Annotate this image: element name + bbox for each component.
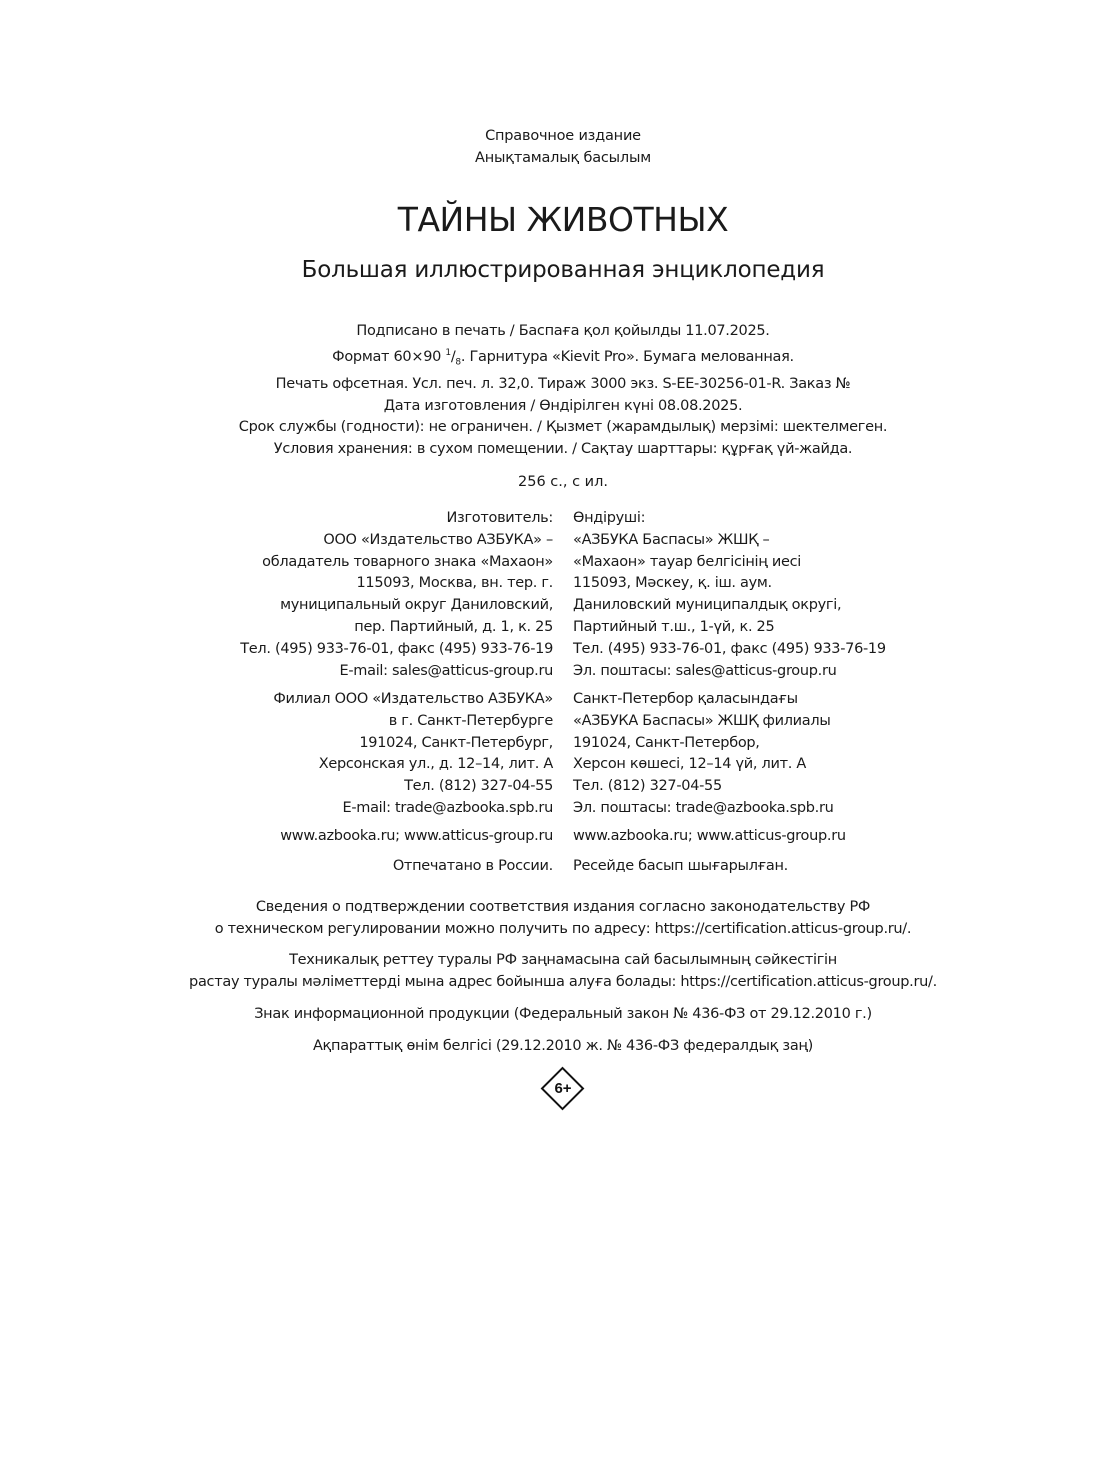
printed-in-kk-line: Ресейде басып шығарылған.: [573, 858, 788, 874]
shelf-life: Срок службы (годности): не ограничен. / Қызмет (жарамдылық) мерзімі: шектелмеген.: [238, 419, 888, 436]
manufacturer-ru-line: ООО «Издательство АЗБУКА» –: [323, 531, 553, 548]
page-count: 256 с., с ил.: [518, 474, 608, 490]
manufacturer-kk-line: «Махаон» тауар белгісінің иесі: [573, 553, 801, 570]
manufacture-date: Дата изготовления / Өндірілген күні 08.08.2025.: [383, 397, 743, 414]
manufacturer-ru: [240, 508, 553, 682]
info-sign-kk: Ақпараттық өнім белгісі (29.12.2010 ж. № 436-ФЗ федералдық заң): [312, 1038, 814, 1054]
edition-type: [0, 125, 1100, 169]
edition-type-kk: Анықтамалық басылым: [475, 150, 651, 166]
branch-kk-line: Херсон көшесі, 12–14 үй, лит. А: [573, 756, 806, 773]
book-title: ТАЙНЫ ЖИВОТНЫХ: [397, 200, 729, 239]
format-prefix: Формат 60×90: [332, 348, 446, 365]
imprint-details: [0, 321, 1100, 460]
format-suffix: . Гарнитура «Kievit Pro». Бумага мелованная.: [460, 348, 794, 365]
certification-kk-line: Техникалық реттеу туралы РФ заңнамасына сай басылымның сәйкестігін: [289, 952, 837, 968]
format-fraction-denominator: 8: [455, 357, 461, 368]
manufacturer-kk-line: Даниловский муниципалдық округі,: [573, 597, 842, 614]
websites-kk-line: www.azbooka.ru; www.atticus-group.ru: [573, 828, 846, 844]
age-rating-badge: [540, 1066, 586, 1112]
websites-ru: [280, 826, 553, 848]
manufacturer-ru-line: 115093, Москва, вн. тер. г.: [356, 575, 553, 592]
branch-ru-line: в г. Санкт-Петербурге: [388, 712, 553, 729]
format-line: Формат 60×90 $^1/_8$. Гарнитура «Kievit Pro». Бумага мелованная.: [332, 347, 794, 368]
manufacturer-kk-line: Партийный т.ш., 1-үй, к. 25: [573, 618, 775, 635]
manufacturer-ru-line: муниципальный округ Даниловский,: [280, 597, 553, 614]
age-rating-label: 6+: [554, 1080, 572, 1097]
manufacturer-ru-line: Изготовитель:: [446, 510, 553, 526]
branch-ru-line: Херсонская ул., д. 12–14, лит. А: [318, 756, 553, 773]
printed-in-ru: [393, 856, 553, 878]
certification-ru-line: Сведения о подтверждении соответствия издания согласно законодательству РФ: [255, 899, 871, 915]
manufacturer-ru-line: пер. Партийный, д. 1, к. 25: [354, 618, 553, 635]
format-fraction-numerator: 1: [445, 347, 451, 358]
printed-in-kk: [573, 856, 788, 878]
branch-ru-email: E-mail: trade@azbooka.spb.ru: [342, 799, 553, 816]
branch-kk-email: Эл. поштасы: trade@azbooka.spb.ru: [573, 799, 834, 816]
certification-ru-line: о техническом регулировании можно получить по адресу: https://certification.atticus-group.ru/.: [214, 921, 912, 937]
printed-in-ru-line: Отпечатано в России.: [392, 858, 553, 874]
websites-ru-line: www.azbooka.ru; www.atticus-group.ru: [280, 828, 553, 844]
branch-kk-line: Санкт-Петербор қаласындағы: [573, 691, 798, 707]
manufacturer-kk-line: «АЗБУКА Баспасы» ЖШҚ –: [573, 531, 770, 548]
branch-kk-line: 191024, Санкт-Петербор,: [573, 734, 760, 751]
branch-kk: [573, 689, 834, 820]
manufacturer-ru-email: E-mail: sales@atticus-group.ru: [339, 662, 553, 679]
manufacturer-kk: [573, 508, 886, 682]
signed-to-print: Подписано в печать / Баспаға қол қойылды 11.07.2025.: [356, 323, 770, 339]
book-subtitle: Большая иллюстрированная энциклопедия: [301, 257, 825, 283]
manufacturer-kk-line: Өндіруші:: [573, 510, 646, 526]
certification-kk-line: растау туралы мәліметтерді мына адрес бойынша алуға болады: https://certification.atticus-group.ru/.: [189, 974, 937, 990]
manufacturer-kk-email: Эл. поштасы: sales@atticus-group.ru: [573, 662, 837, 679]
branch-ru-line: Филиал ООО «Издательство АЗБУКА»: [273, 691, 553, 707]
branch-ru-phone: Тел. (812) 327-04-55: [404, 778, 553, 795]
manufacturer-ru-phone: Тел. (495) 933-76-01, факс (495) 933-76-19: [240, 640, 553, 657]
branch-ru-line: 191024, Санкт-Петербург,: [359, 734, 553, 751]
manufacturer-ru-line: обладатель товарного знака «Махаон»: [262, 553, 553, 570]
print-details: Печать офсетная. Усл. печ. л. 32,0. Тираж 3000 экз. S-EE-30256-01-R. Заказ №: [275, 375, 851, 392]
branch-kk-phone: Тел. (812) 327-04-55: [573, 778, 722, 795]
edition-type-ru: Справочное издание: [485, 128, 641, 144]
storage-conditions: Условия хранения: в сухом помещении. / Сақтау шарттары: құрғақ үй-жайда.: [273, 440, 853, 457]
manufacturer-kk-phone: Тел. (495) 933-76-01, факс (495) 933-76-19: [573, 640, 886, 657]
certification-ru: [0, 896, 1100, 940]
info-sign-ru: Знак информационной продукции (Федеральный закон № 436-ФЗ от 29.12.2010 г.): [254, 1006, 872, 1022]
manufacturer-kk-line: 115093, Мәскеу, қ. іш. аум.: [573, 575, 772, 592]
branch-kk-line: «АЗБУКА Баспасы» ЖШҚ филиалы: [573, 712, 831, 729]
certification-kk: [0, 949, 1100, 993]
branch-ru: [273, 689, 553, 820]
websites-kk: [573, 826, 846, 848]
